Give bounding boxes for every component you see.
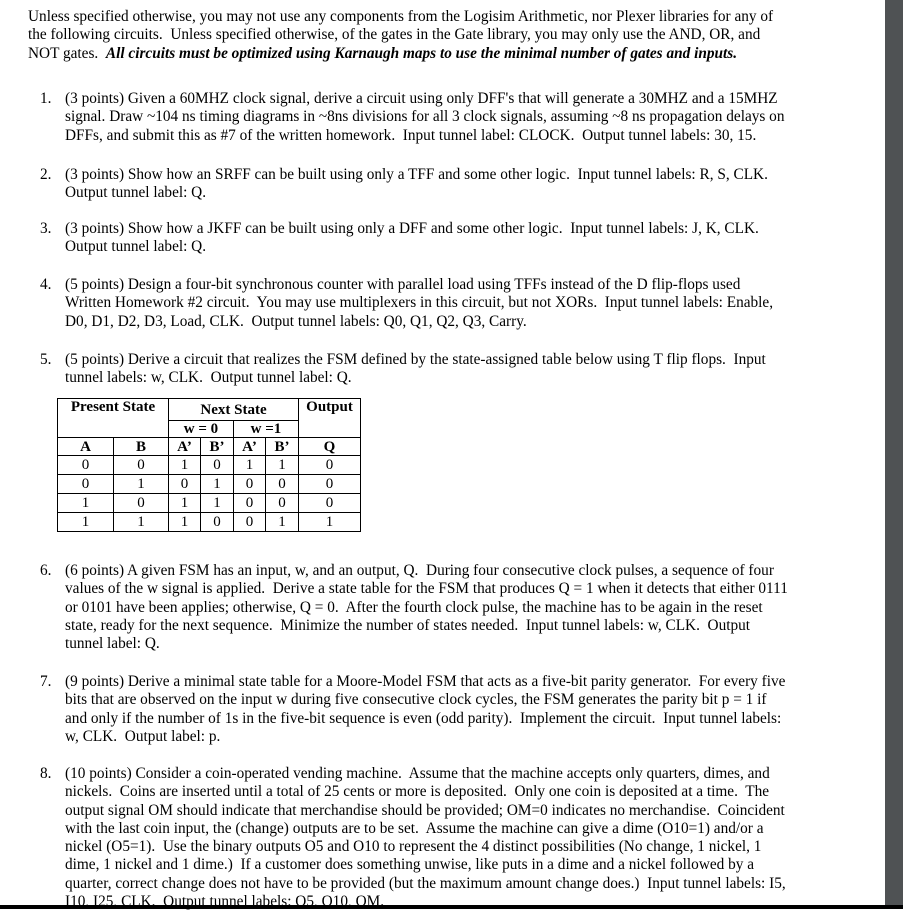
table-cell: 1 xyxy=(114,475,169,494)
table-cell: 0 xyxy=(58,475,114,494)
column-header: A’ xyxy=(169,438,201,456)
table-cell: 1 xyxy=(58,513,114,532)
question-line: (9 points) Derive a minimal state table for a Moore-Model FSM that acts as a five-bit parity generator. For every five xyxy=(65,673,786,690)
question-line: dime, 1 nickel and 1 dime.) If a customer does something unwise, like puts in a dime and a nickel followed by a xyxy=(65,856,755,874)
table-row xyxy=(58,513,361,532)
table-cell: 0 xyxy=(169,475,201,494)
column-header: B’ xyxy=(266,438,299,456)
question-line: nickels. Coins are inserted until a total of 25 cents or more is deposited. Only one coin is deposited at a time. The xyxy=(65,783,770,801)
question-line: (3 points) Show how a JKFF can be built using only a DFF and some other logic. Input tunnel labels: J, K, CLK. xyxy=(65,220,759,237)
table-cell: 0 xyxy=(234,475,266,494)
intro-line: Unless specified otherwise, you may not use any components from the Logisim Arithmetic, nor Plexer libraries for any of xyxy=(28,8,774,25)
question-line: or 0101 have been applies; otherwise, Q = 0. After the fourth clock pulse, the machine has to be again in the reset xyxy=(65,598,763,616)
table-cell: 1 xyxy=(201,475,234,494)
question-line: tunnel labels: w, CLK. Output tunnel label: Q. xyxy=(65,369,352,387)
question-text xyxy=(65,765,880,911)
table-cell: 1 xyxy=(201,494,234,513)
question-line: Output tunnel label: Q. xyxy=(65,238,207,256)
table-cell: 0 xyxy=(114,494,169,513)
question-text xyxy=(65,220,880,257)
question-line: (5 points) Design a four-bit synchronous counter with parallel load using TFFs instead of the D flip-flops used xyxy=(65,276,741,293)
table-cell: 1 xyxy=(266,456,299,475)
viewer-side-panel xyxy=(885,0,903,909)
question-line: I10, I25, CLK. Output tunnel labels: O5, O10, OM. xyxy=(65,893,385,911)
question-number: 8. xyxy=(40,765,52,782)
question-line: D0, D1, D2, D3, Load, CLK. Output tunnel labels: Q0, Q1, Q2, Q3, Carry. xyxy=(65,312,527,330)
instructions-paragraph xyxy=(28,8,878,63)
question-text xyxy=(65,276,880,331)
table-cell: 1 xyxy=(114,513,169,532)
question-line: Output tunnel label: Q. xyxy=(65,184,207,202)
question-number: 6. xyxy=(40,562,52,579)
column-header: A’ xyxy=(234,438,266,456)
question-line: signal. Draw ~104 ns timing diagrams in ~8ns divisions for all 3 clock signals, assuming ~8 ns propagation delays on xyxy=(65,108,785,126)
table-cell: 0 xyxy=(58,456,114,475)
intro-line xyxy=(28,45,878,63)
question-line: and only if the number of 1s in the five-bit sequence is even (odd parity). Implement the circuit. Input tunnel labels: xyxy=(65,709,782,727)
table-cell: 1 xyxy=(169,494,201,513)
question-line: output signal OM should indicate that merchandise should be provided; OM=0 indicates no merchandise. Coincident xyxy=(65,801,785,819)
table-cell: 0 xyxy=(114,456,169,475)
table-cell: 1 xyxy=(299,513,361,532)
question-line: (3 points) Show how an SRFF can be built using only a TFF and some other logic. Input tunnel labels: R, S, CLK. xyxy=(65,166,768,183)
column-header: Q xyxy=(299,438,361,456)
question-number: 2. xyxy=(40,166,52,183)
table-cell: 1 xyxy=(234,456,266,475)
question-number: 1. xyxy=(40,90,52,107)
header-output: Output xyxy=(299,399,361,438)
header-next-state: Next State xyxy=(169,399,299,421)
question-line: tunnel label: Q. xyxy=(65,635,160,653)
question-line: bits that are observed on the input w during five consecutive clock cycles, the FSM generates the parity bit p = 1 if xyxy=(65,691,767,709)
state-assigned-table xyxy=(57,398,361,532)
table-cell: 0 xyxy=(234,494,266,513)
question-line: (6 points) A given FSM has an input, w, and an output, Q. During four consecutive clock pulses, a sequence of four xyxy=(65,562,774,579)
question-number: 7. xyxy=(40,673,52,690)
table-row xyxy=(58,475,361,494)
question-number: 5. xyxy=(40,351,52,368)
table-cell: 0 xyxy=(266,494,299,513)
table-row xyxy=(58,456,361,475)
intro-emphasis: All circuits must be optimized using Karnaugh maps to use the minimal number of gates and inputs. xyxy=(105,44,738,62)
column-header: B xyxy=(114,438,169,456)
table-cell: 0 xyxy=(266,475,299,494)
intro-line-start: NOT gates. xyxy=(28,44,106,62)
question-line: nickel (O5=1). Use the binary outputs O5 and O10 to represent the 4 distinct possibilities (No change, 1 nickel, 1 xyxy=(65,838,762,856)
header-w1: w =1 xyxy=(234,421,299,438)
question-text xyxy=(65,166,880,203)
intro-line: the following circuits. Unless specified otherwise, of the gates in the Gate library, you may only use the AND, OR, and xyxy=(28,26,761,44)
question-text xyxy=(65,351,880,388)
header-w0: w = 0 xyxy=(169,421,234,438)
column-header: B’ xyxy=(201,438,234,456)
question-text xyxy=(65,673,880,746)
table-cell: 1 xyxy=(169,513,201,532)
table-cell: 0 xyxy=(234,513,266,532)
table-cell: 1 xyxy=(169,456,201,475)
table-cell: 0 xyxy=(201,456,234,475)
question-line: w, CLK. Output label: p. xyxy=(65,727,221,745)
question-line: (10 points) Consider a coin-operated vending machine. Assume that the machine accepts only quarters, dimes, and xyxy=(65,765,770,782)
table-cell: 1 xyxy=(266,513,299,532)
table-row xyxy=(58,494,361,513)
table-cell: 0 xyxy=(299,475,361,494)
question-line: Written Homework #2 circuit. You may use multiplexers in this circuit, but not XORs. Input tunnel labels: Enable, xyxy=(65,294,774,312)
question-line: values of the w signal is applied. Derive a state table for the FSM that produces Q = 1 when it detects that either 0111 xyxy=(65,580,788,598)
table-cell: 1 xyxy=(58,494,114,513)
question-line: with the last coin input, the (change) outputs are to be set. Assume the machine can give a dime (O10=1) and/or a xyxy=(65,819,764,837)
question-line: (5 points) Derive a circuit that realizes the FSM defined by the state-assigned table below using T flip flops. Input xyxy=(65,351,766,368)
question-line: quarter, correct change does not have to be provided (but the maximum amount change does.) Input tunnel labels: I5, xyxy=(65,874,786,892)
question-number: 4. xyxy=(40,276,52,293)
question-line: (3 points) Given a 60MHZ clock signal, derive a circuit using only DFF's that will generate a 30MHZ and a 15MHZ xyxy=(65,90,778,107)
table-cell: 0 xyxy=(201,513,234,532)
question-text xyxy=(65,562,880,653)
question-line: DFFs, and submit this as #7 of the written homework. Input tunnel label: CLOCK. Output tunnel labels: 30, 15. xyxy=(65,126,757,144)
question-number: 3. xyxy=(40,220,52,237)
question-line: state, ready for the next sequence. Minimize the number of states needed. Input tunnel labels: w, CLK. Output xyxy=(65,616,751,634)
header-present-state: Present State xyxy=(58,399,169,438)
question-text xyxy=(65,90,880,145)
table-cell: 0 xyxy=(299,494,361,513)
table-cell: 0 xyxy=(299,456,361,475)
column-header: A xyxy=(58,438,114,456)
